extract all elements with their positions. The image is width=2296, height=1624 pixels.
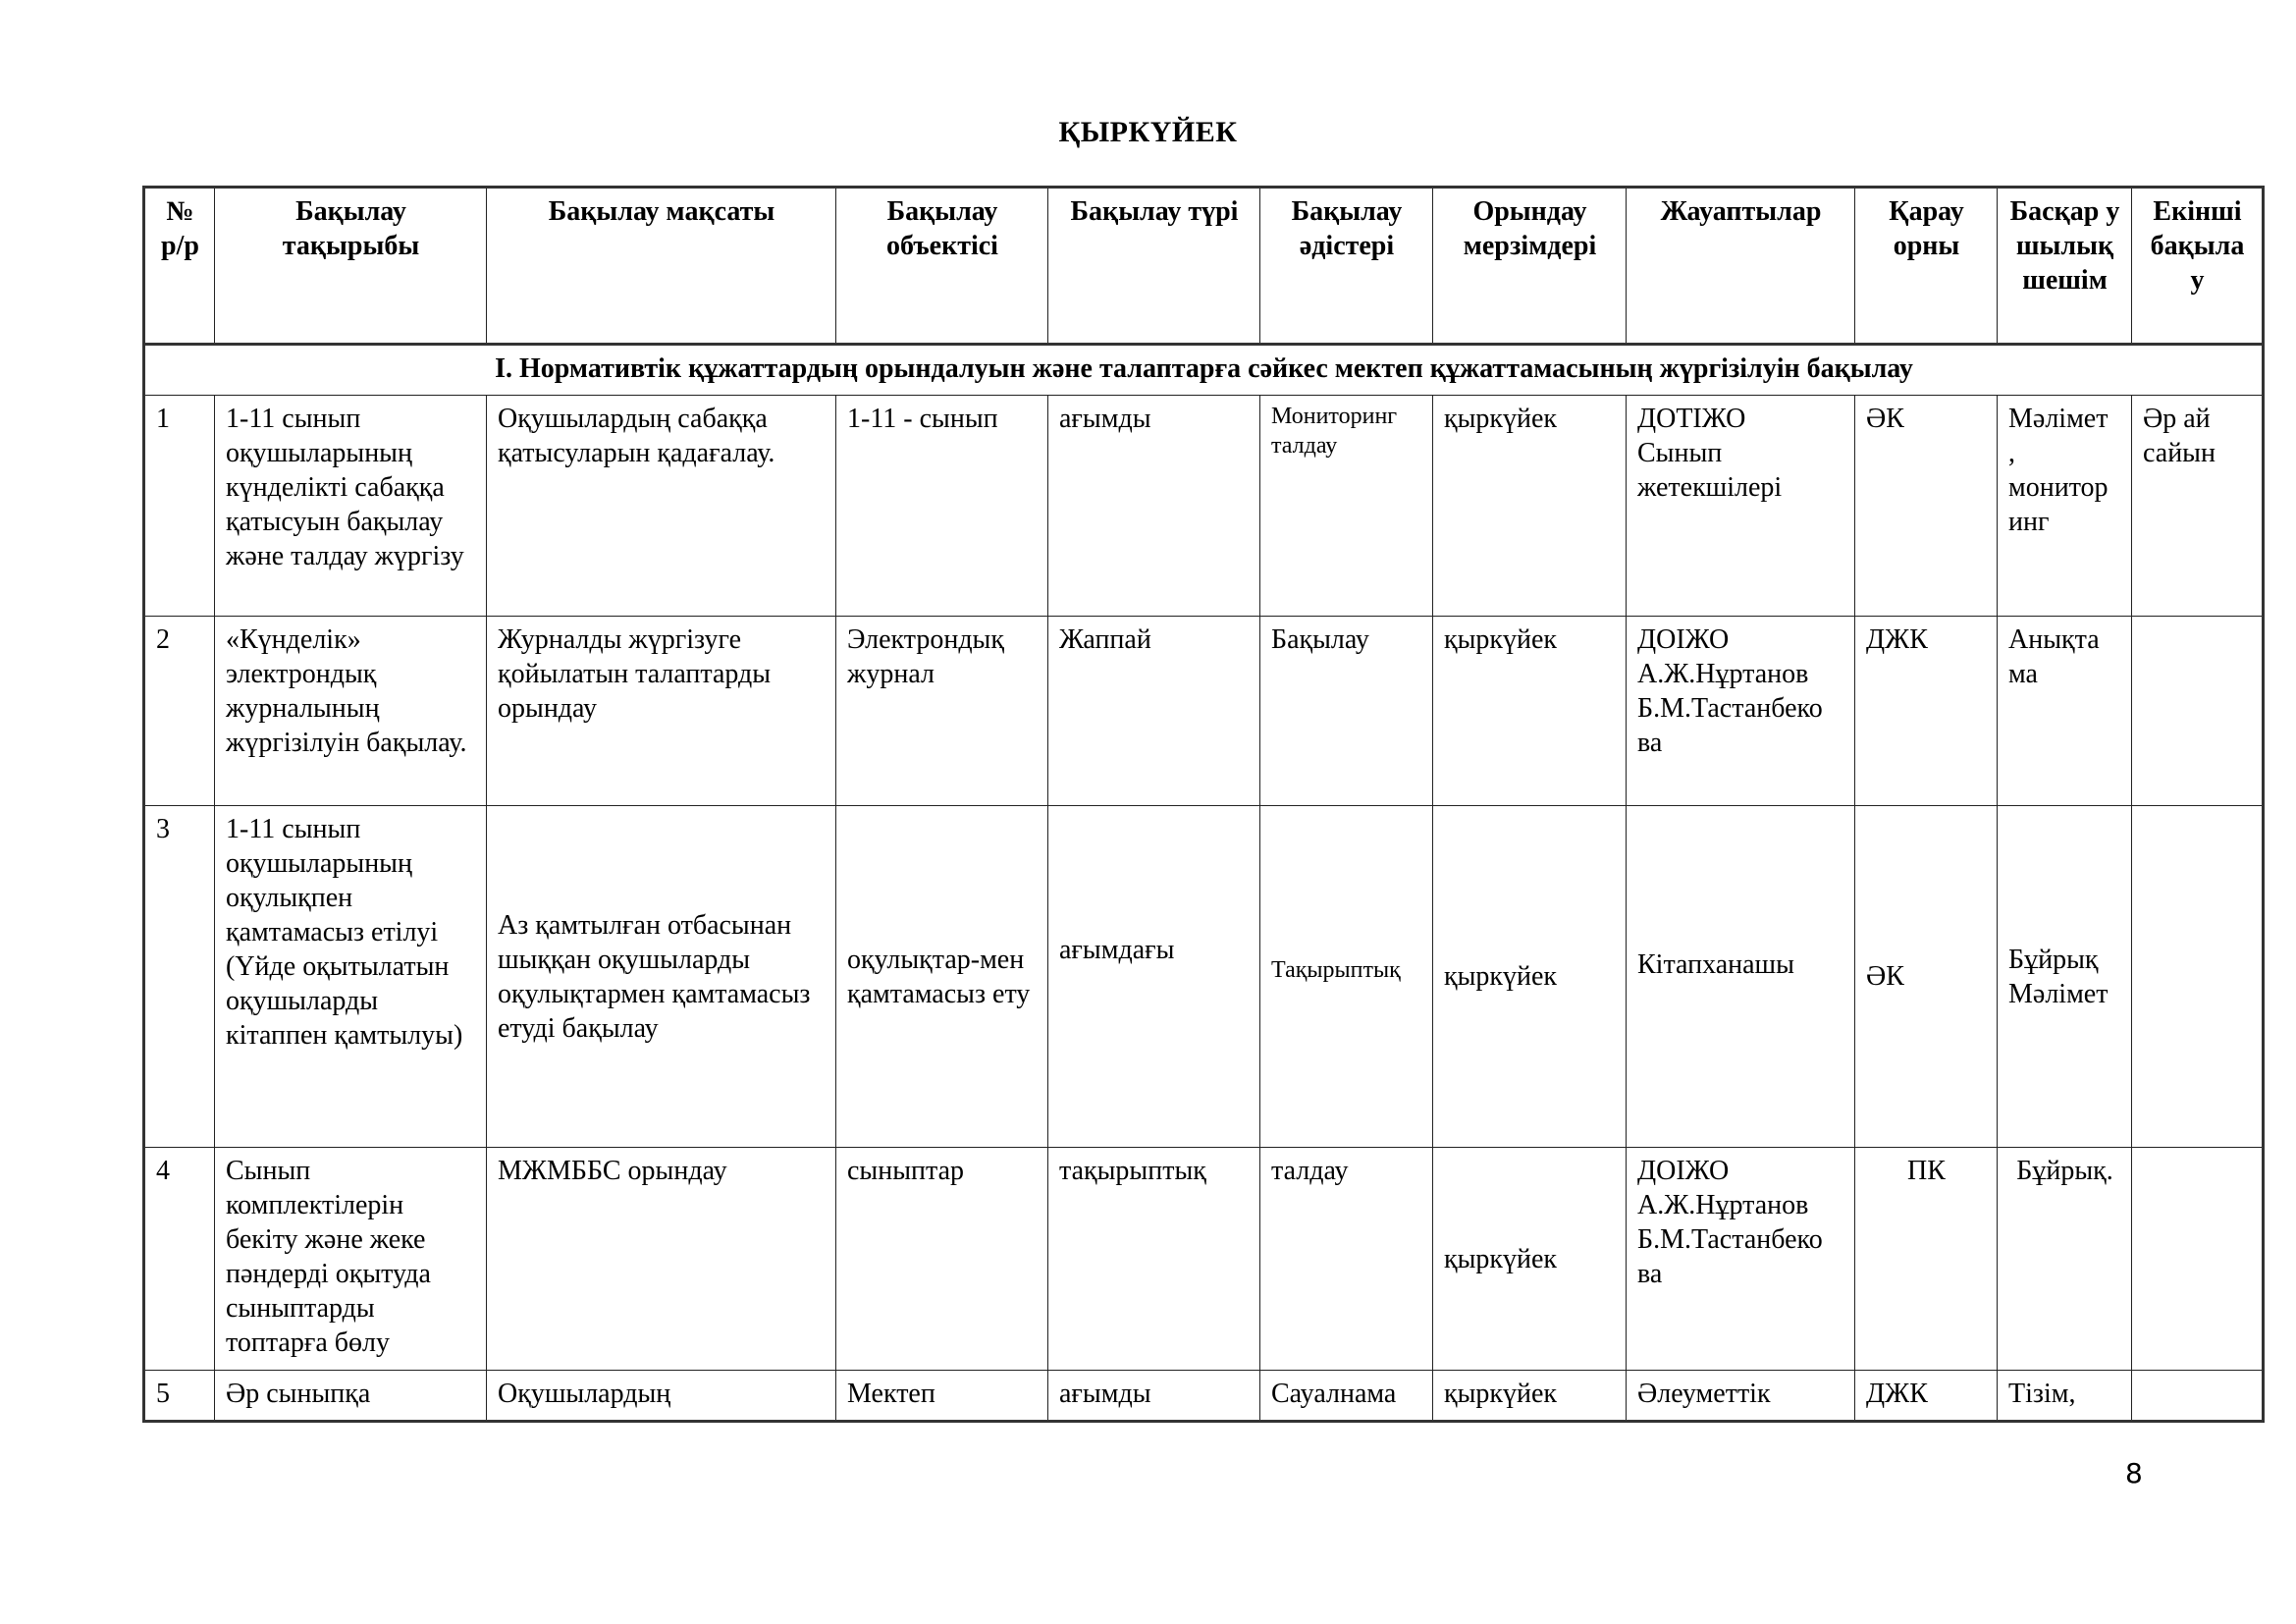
control-plan-table <box>142 186 2265 1423</box>
table-row <box>144 806 2264 1148</box>
cell-type: ағымдағы <box>1048 806 1260 1148</box>
cell-place: ПК <box>1855 1148 1998 1371</box>
cell-place: ӘК <box>1855 806 1998 1148</box>
cell-responsible: ДОТІЖО Сынып жетекшілері <box>1627 396 1855 617</box>
cell-second-control <box>2132 617 2264 806</box>
cell-topic: Әр сыныпқа <box>215 1371 487 1422</box>
cell-object: Электрондық журнал <box>836 617 1048 806</box>
cell-place: ДЖК <box>1855 617 1998 806</box>
table-row <box>144 1371 2264 1422</box>
cell-goal: Аз қамтылған отбасынан шыққан оқушыларды оқулықтармен қамтамасыз етуді бақылау <box>487 806 836 1148</box>
header-object: Бақылау объектісі <box>836 188 1048 345</box>
cell-deadline: қыркүйек <box>1433 396 1627 617</box>
table-row <box>144 617 2264 806</box>
cell-decision: Мәлімет , монитор инг <box>1998 396 2132 617</box>
header-topic: Бақылау тақырыбы <box>215 188 487 345</box>
cell-topic: «Күнделік» электрондық журналының жүргізілуін бақылау. <box>215 617 487 806</box>
header-responsible: Жауаптылар <box>1627 188 1855 345</box>
cell-deadline: қыркүйек <box>1433 806 1627 1148</box>
header-methods: Бақылау әдістері <box>1260 188 1433 345</box>
cell-second-control <box>2132 1148 2264 1371</box>
cell-goal: Оқушылардың <box>487 1371 836 1422</box>
cell-deadline: қыркүйек <box>1433 1371 1627 1422</box>
cell-object: Мектеп <box>836 1371 1048 1422</box>
cell-responsible: Әлеуметтік <box>1627 1371 1855 1422</box>
header-second-control: Екінші бақыла у <box>2132 188 2264 345</box>
header-type: Бақылау түрі <box>1048 188 1260 345</box>
table-row <box>144 1148 2264 1371</box>
cell-type: ағымды <box>1048 1371 1260 1422</box>
cell-goal: МЖМББС орындау <box>487 1148 836 1371</box>
table-header-row <box>144 188 2264 345</box>
cell-second-control <box>2132 1371 2264 1422</box>
header-num: № р/р <box>144 188 215 345</box>
cell-type: Жаппай <box>1048 617 1260 806</box>
cell-methods: Тақырыптық <box>1260 806 1433 1148</box>
cell-num: 2 <box>144 617 215 806</box>
cell-responsible: ДОІЖО А.Ж.Нұртанов Б.М.Тастанбеко ва <box>1627 1148 1855 1371</box>
cell-object: 1-11 - сынып <box>836 396 1048 617</box>
cell-deadline: қыркүйек <box>1433 617 1627 806</box>
cell-decision: Бұйрық Мәлімет <box>1998 806 2132 1148</box>
cell-object: сыныптар <box>836 1148 1048 1371</box>
cell-num: 5 <box>144 1371 215 1422</box>
cell-methods: Сауалнама <box>1260 1371 1433 1422</box>
cell-goal: Журналды жүргізуге қойылатын талаптарды орындау <box>487 617 836 806</box>
page-number: 8 <box>2125 1457 2143 1489</box>
header-deadline: Орындау мерзімдері <box>1433 188 1627 345</box>
section-title: I. Нормативтік құжаттардың орындалуын және талаптарға сәйкес мектеп құжаттамасының жүргізілуін бақылау <box>144 345 2264 396</box>
cell-second-control: Әр ай сайын <box>2132 396 2264 617</box>
cell-methods: талдау <box>1260 1148 1433 1371</box>
cell-second-control <box>2132 806 2264 1148</box>
cell-decision: Анықта ма <box>1998 617 2132 806</box>
header-place: Қарау орны <box>1855 188 1998 345</box>
table-row <box>144 396 2264 617</box>
cell-object: оқулықтар-мен қамтамасыз ету <box>836 806 1048 1148</box>
cell-responsible: Кітапханашы <box>1627 806 1855 1148</box>
cell-topic: 1-11 сынып оқушыларының күнделікті сабаққа қатысуын бақылау және талдау жүргізу <box>215 396 487 617</box>
cell-type: ағымды <box>1048 396 1260 617</box>
cell-methods: Мониторинг талдау <box>1260 396 1433 617</box>
cell-goal: Оқушылардың сабаққа қатысуларын қадағалау. <box>487 396 836 617</box>
cell-place: ДЖК <box>1855 1371 1998 1422</box>
cell-decision: Тізім, <box>1998 1371 2132 1422</box>
page-title: ҚЫРКҮЙЕК <box>1058 116 1238 148</box>
cell-decision: Бұйрық. <box>1998 1148 2132 1371</box>
cell-topic: Сынып комплектілерін бекіту және жеке пәндерді оқытуда сыныптарды топтарға бөлу <box>215 1148 487 1371</box>
cell-num: 1 <box>144 396 215 617</box>
header-goal: Бақылау мақсаты <box>487 188 836 345</box>
header-decision: Басқар у шылық шешім <box>1998 188 2132 345</box>
cell-methods: Бақылау <box>1260 617 1433 806</box>
cell-deadline: қыркүйек <box>1433 1148 1627 1371</box>
cell-type: тақырыптық <box>1048 1148 1260 1371</box>
section-row <box>144 345 2264 396</box>
cell-place: ӘК <box>1855 396 1998 617</box>
cell-num: 3 <box>144 806 215 1148</box>
cell-responsible: ДОІЖО А.Ж.Нұртанов Б.М.Тастанбеко ва <box>1627 617 1855 806</box>
cell-topic: 1-11 сынып оқушыларының оқулықпен қамтамасыз етілуі (Үйде оқытылатын оқушыларды кітаппен қамтылуы) <box>215 806 487 1148</box>
cell-num: 4 <box>144 1148 215 1371</box>
